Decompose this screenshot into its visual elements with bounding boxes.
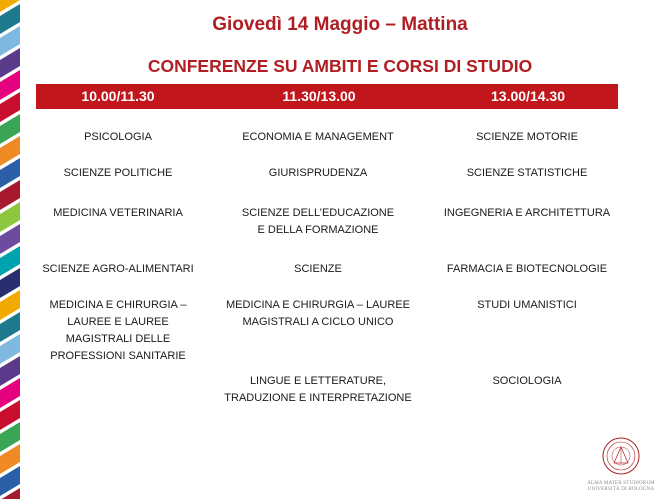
schedule-cell: SCIENZE AGRO-ALIMENTARI: [42, 263, 194, 275]
time-slot-header: 11.30/13.00: [282, 88, 356, 104]
schedule-cell: GIURISPRUDENZA: [268, 167, 368, 179]
schedule-cell: STUDI UMANISTICI: [477, 299, 577, 311]
university-logo: [585, 436, 657, 492]
schedule-cell: PSICOLOGIA: [84, 131, 152, 143]
schedule-cell: SCIENZE STATISTICHE: [466, 167, 588, 179]
schedule-cell: ECONOMIA E MANAGEMENT: [242, 131, 394, 143]
university-seal-icon: [601, 436, 641, 476]
schedule-cell: INGEGNERIA E ARCHITETTURA: [443, 207, 611, 219]
schedule-cell: SCIENZE MOTORIE: [476, 131, 578, 143]
schedule-cell: SCIENZE: [294, 263, 342, 275]
time-slot-header: 10.00/11.30: [81, 88, 155, 104]
schedule-cell: SOCIOLOGIA: [492, 375, 562, 387]
schedule-header-bar: [36, 84, 618, 109]
schedule-cell: MEDICINA VETERINARIA: [53, 207, 183, 219]
schedule-cell: SCIENZE DELL’EDUCAZIONE E DELLA FORMAZIONE: [241, 207, 395, 236]
page-title: Giovedì 14 Maggio – Mattina: [212, 14, 468, 35]
time-slot-header: 13.00/14.30: [491, 88, 565, 104]
logo-text-line: ALMA MATER STUDIORUM: [587, 481, 655, 486]
schedule-cell: MEDICINA E CHIRURGIA – LAUREE MAGISTRALI A CICLO UNICO: [226, 299, 410, 328]
schedule-cell: MEDICINA E CHIRURGIA – LAUREE E LAUREE MAGISTRALI DELLE PROFESSIONI SANITARIE: [49, 299, 187, 362]
page-subtitle: CONFERENZE SU AMBITI E CORSI DI STUDIO: [147, 56, 533, 76]
logo-text-line: UNIVERSITÀ DI BOLOGNA: [587, 487, 655, 492]
schedule-cell: FARMACIA E BIOTECNOLOGIE: [446, 263, 608, 275]
schedule-cell: SCIENZE POLITICHE: [63, 167, 173, 179]
schedule-cell: LINGUE E LETTERATURE, TRADUZIONE E INTERPRETAZIONE: [224, 375, 412, 404]
